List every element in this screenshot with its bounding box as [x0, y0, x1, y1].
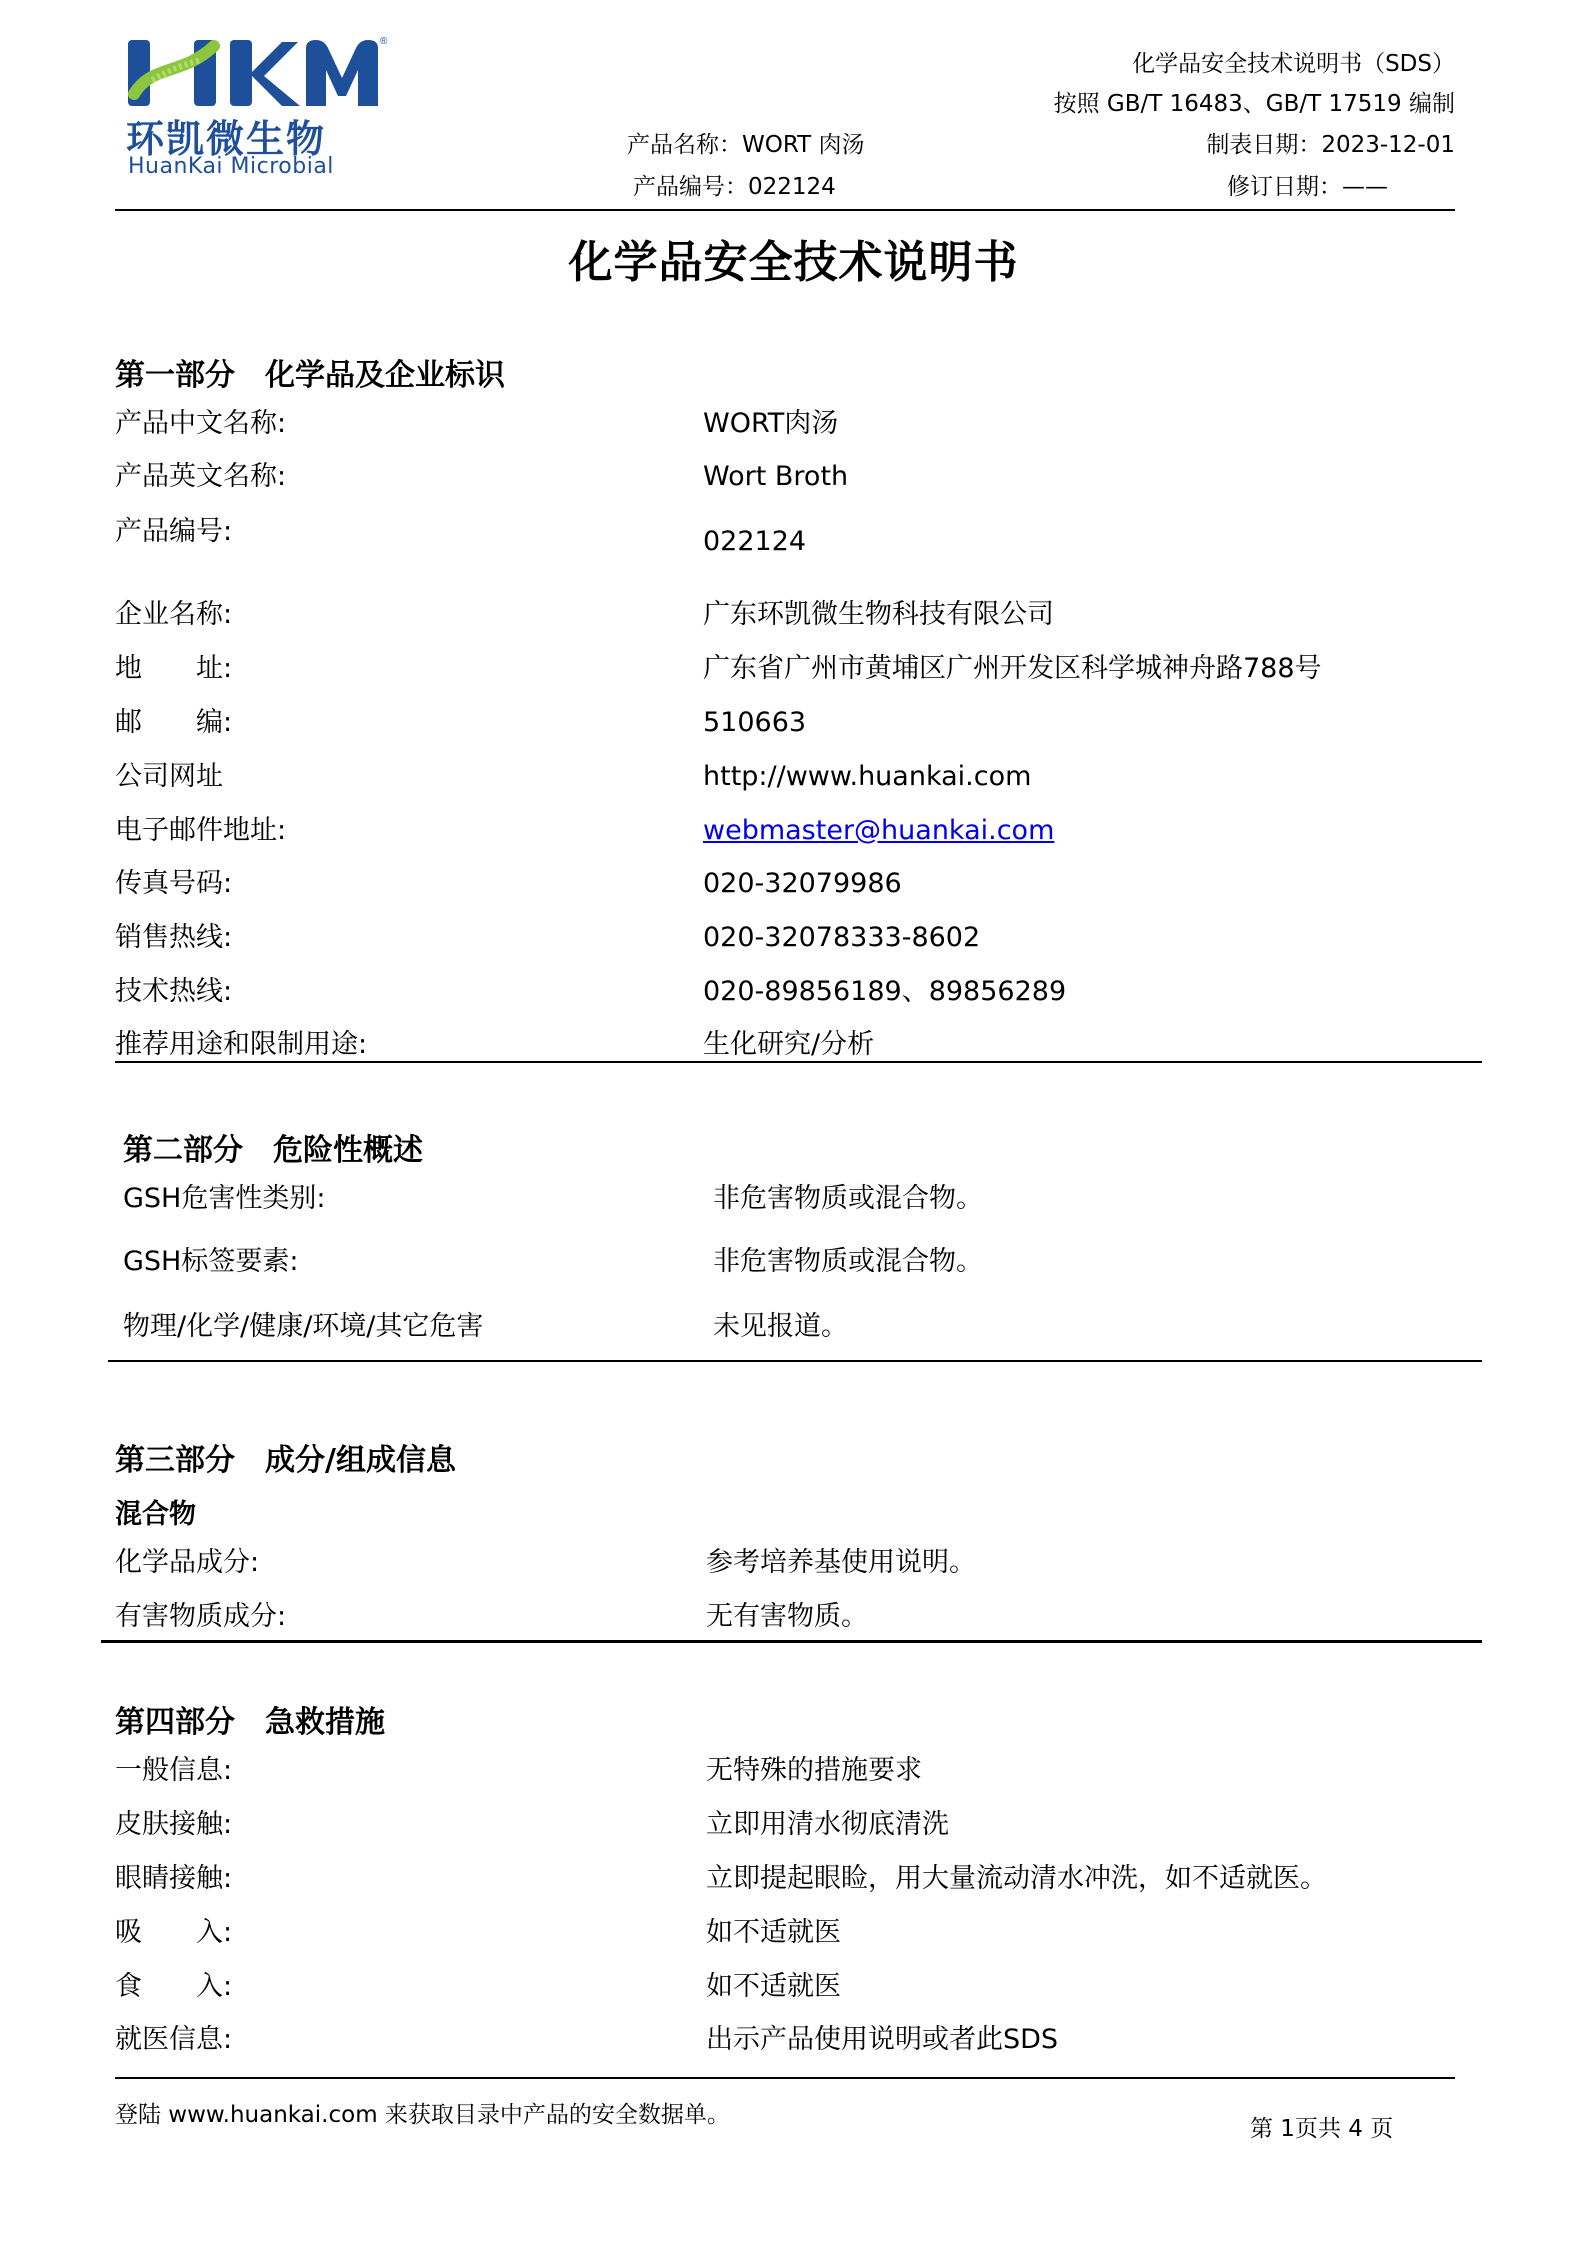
value-ingestion: 如不适就医 — [706, 1971, 841, 2002]
section2-divider — [108, 1360, 1482, 1362]
label-product-cn-name: 产品中文名称: — [115, 408, 287, 439]
label-general-info: 一般信息: — [115, 1755, 233, 1786]
value-chemical-components: 参考培养基使用说明。 — [706, 1547, 976, 1578]
value-address: 广东省广州市黄埔区广州开发区科学城神舟路788号 — [703, 653, 1322, 684]
hkm-logo-mark-icon — [122, 34, 392, 114]
value-sales-hotline: 020-32078333-8602 — [703, 922, 981, 953]
value-product-no: 022124 — [703, 526, 807, 557]
label-postcode: 邮 编: — [115, 707, 233, 738]
label-email: 电子邮件地址: — [115, 815, 287, 846]
footer-note: 登陆 www.huankai.com 来获取目录中产品的安全数据单。 — [115, 2102, 730, 2128]
logo-cn-name: 环凯微生物 — [126, 117, 327, 161]
label-other-hazards: 物理/化学/健康/环境/其它危害 — [123, 1311, 484, 1342]
svg-text:®: ® — [380, 36, 388, 47]
label-product-no: 产品编号: — [115, 516, 233, 547]
label-inhalation: 吸 入: — [115, 1917, 233, 1948]
label-recommended-use: 推荐用途和限制用途: — [115, 1029, 368, 1060]
section2-heading: 第二部分 危险性概述 — [123, 1133, 423, 1168]
label-website: 公司网址 — [115, 761, 223, 792]
label-hazardous-components: 有害物质成分: — [115, 1601, 287, 1632]
section3-heading: 第三部分 成分/组成信息 — [115, 1443, 456, 1478]
label-company-name: 企业名称: — [115, 599, 233, 630]
section1-heading: 第一部分 化学品及企业标识 — [115, 358, 505, 393]
value-eye-contact: 立即提起眼睑，用大量流动清水冲洗，如不适就医。 — [706, 1863, 1327, 1894]
label-eye-contact: 眼睛接触: — [115, 1863, 233, 1894]
value-other-hazards: 未见报道。 — [713, 1311, 848, 1342]
header-product-name: 产品名称：WORT 肉汤 — [627, 132, 865, 158]
value-postcode: 510663 — [703, 707, 807, 738]
value-ghs-class: 非危害物质或混合物。 — [713, 1183, 983, 1214]
label-product-en-name: 产品英文名称: — [115, 461, 287, 492]
email-link[interactable]: webmaster@huankai.com — [703, 815, 1055, 846]
revision-date: 修订日期：—— — [1227, 174, 1388, 200]
issue-date: 制表日期：2023-12-01 — [1206, 132, 1455, 158]
value-company-name: 广东环凯微生物科技有限公司 — [703, 599, 1054, 630]
label-ghs-class: GSH危害性类别: — [123, 1183, 326, 1214]
value-product-en-name: Wort Broth — [703, 461, 849, 492]
footer-divider — [115, 2077, 1455, 2079]
label-fax: 传真号码: — [115, 868, 233, 899]
value-general-info: 无特殊的措施要求 — [706, 1755, 922, 1786]
label-tech-hotline: 技术热线: — [115, 976, 233, 1007]
company-logo — [122, 34, 402, 184]
value-skin-contact: 立即用清水彻底清洗 — [706, 1809, 949, 1840]
value-inhalation: 如不适就医 — [706, 1917, 841, 1948]
value-fax: 020-32079986 — [703, 868, 902, 899]
section3-divider — [101, 1640, 1482, 1643]
value-tech-hotline: 020-89856189、89856289 — [703, 976, 1067, 1007]
label-address: 地 址: — [115, 653, 233, 684]
section1-divider — [115, 1061, 1482, 1063]
section4-heading: 第四部分 急救措施 — [115, 1705, 385, 1740]
label-medical-info: 就医信息: — [115, 2024, 233, 2055]
value-hazardous-components: 无有害物质。 — [706, 1601, 868, 1632]
value-website: http://www.huankai.com — [703, 761, 1032, 792]
value-medical-info: 出示产品使用说明或者此SDS — [706, 2024, 1059, 2055]
label-chemical-components: 化学品成分: — [115, 1547, 260, 1578]
page-number: 第 1页共 4 页 — [1250, 2116, 1394, 2142]
header-product-no: 产品编号：022124 — [633, 174, 836, 200]
label-sales-hotline: 销售热线: — [115, 922, 233, 953]
label-ingestion: 食 入: — [115, 1971, 233, 2002]
label-skin-contact: 皮肤接触: — [115, 1809, 233, 1840]
value-recommended-use: 生化研究/分析 — [703, 1029, 875, 1060]
label-ghs-label: GSH标签要素: — [123, 1246, 299, 1277]
header-divider — [115, 209, 1455, 211]
section3-subheading: 混合物 — [115, 1499, 196, 1530]
value-product-cn-name: WORT肉汤 — [703, 408, 839, 439]
doc-type: 化学品安全技术说明书（SDS） — [1132, 51, 1455, 77]
logo-en-name: HuanKai Microbial — [128, 154, 334, 179]
page-title: 化学品安全技术说明书 — [568, 237, 1019, 288]
value-ghs-label: 非危害物质或混合物。 — [713, 1246, 983, 1277]
standard-ref: 按照 GB/T 16483、GB/T 17519 编制 — [1053, 91, 1455, 117]
